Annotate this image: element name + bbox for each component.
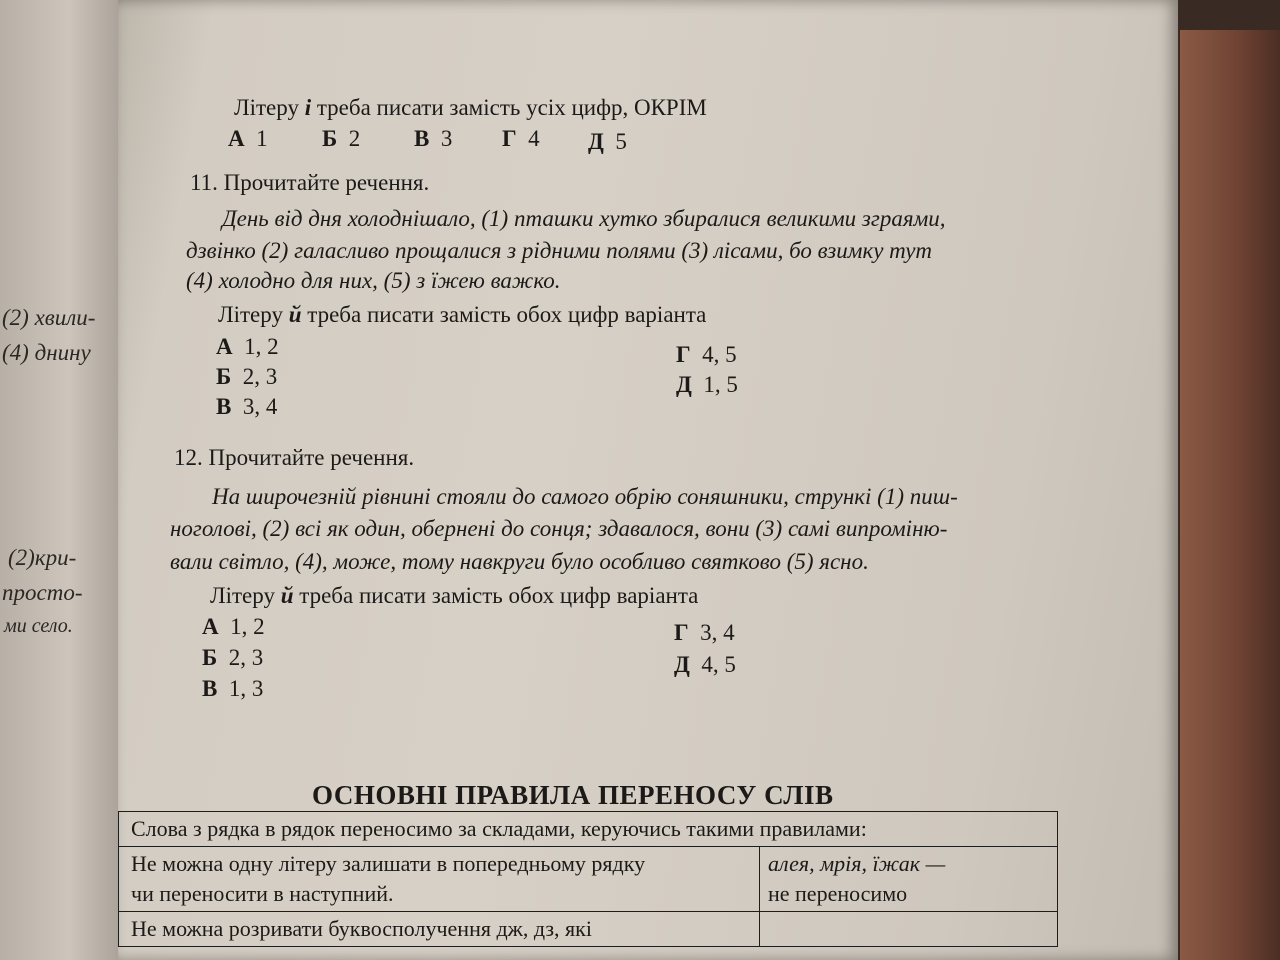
q12-option: Б 2, 3 xyxy=(202,645,264,670)
table-row xyxy=(119,812,1058,847)
q12-sentence-line: ноголові, (2) всі як один, обернені до сонця; здавалося, вони (3) самі випроміню- xyxy=(170,516,948,541)
q12-title: 12. Прочитайте речення. xyxy=(174,445,415,470)
book-edge xyxy=(1180,30,1280,960)
q11-option: Д 1, 5 xyxy=(676,372,738,397)
table-header-cell: Слова з рядка в рядок переносимо за складами, керуючись такими правилами: xyxy=(119,812,1058,847)
q10-option: В 3 xyxy=(414,126,453,151)
q10-option: А 1 xyxy=(228,126,268,151)
q12-option: А 1, 2 xyxy=(202,614,265,639)
q10-option: Д 5 xyxy=(588,129,627,154)
q11-sentence-line: (4) холодно для них, (5) з їжею важко. xyxy=(186,268,561,293)
q11-title: 11. Прочитайте речення. xyxy=(190,170,430,195)
example-cell xyxy=(760,912,1058,947)
left-fragment: (2)кри- xyxy=(8,545,77,570)
table-row xyxy=(119,847,1058,912)
rule-cell: Не можна розривати буквосполучення дж, дз, які xyxy=(119,912,760,947)
q11-option: А 1, 2 xyxy=(216,334,279,359)
q12-option: В 1, 3 xyxy=(202,676,264,701)
q10-option: Б 2 xyxy=(322,126,361,151)
q11-sentence-line: День від дня холоднішало, (1) пташки хутко збиралися великими зграями, xyxy=(222,206,946,231)
q10-option: Г 4 xyxy=(502,126,540,151)
q12-sentence-line: На широчезній рівнині стояли до самого обрію соняшники, стрункі (1) пиш- xyxy=(212,484,958,509)
q11-option: Г 4, 5 xyxy=(676,342,737,367)
left-fragment: ми село. xyxy=(4,615,73,637)
rule-cell: Не можна одну літеру залишати в попередньому рядку чи переносити в наступний. xyxy=(119,847,760,912)
q11-option: В 3, 4 xyxy=(216,394,278,419)
table-row xyxy=(119,912,1058,947)
left-page xyxy=(0,0,125,960)
q12-option: Г 3, 4 xyxy=(674,620,735,645)
q12-sentence-line: вали світло, (4), може, тому навкруги було особливо святково (5) ясно. xyxy=(170,549,869,574)
example-cell: алея, мрія, їжак — не переносимо xyxy=(760,847,1058,912)
left-fragment: просто- xyxy=(2,580,83,605)
section-heading: ОСНОВНІ ПРАВИЛА ПЕРЕНОСУ СЛІВ xyxy=(312,780,834,810)
q12-option: Д 4, 5 xyxy=(674,652,736,677)
left-fragment: (4) днину xyxy=(2,340,91,365)
q11-instruction: Літеру й треба писати замість обох цифр варіанта xyxy=(218,302,707,327)
left-fragment: (2) хвили- xyxy=(2,305,96,330)
q11-option: Б 2, 3 xyxy=(216,364,278,389)
q12-instruction: Літеру й треба писати замість обох цифр варіанта xyxy=(210,583,699,608)
q11-sentence-line: дзвінко (2) галасливо прощалися з рідними полями (3) лісами, бо взимку тут xyxy=(186,238,933,263)
rules-table xyxy=(118,811,1058,947)
q10-instruction: Літеру і треба писати замість усіх цифр, ОКРІМ xyxy=(234,95,707,120)
